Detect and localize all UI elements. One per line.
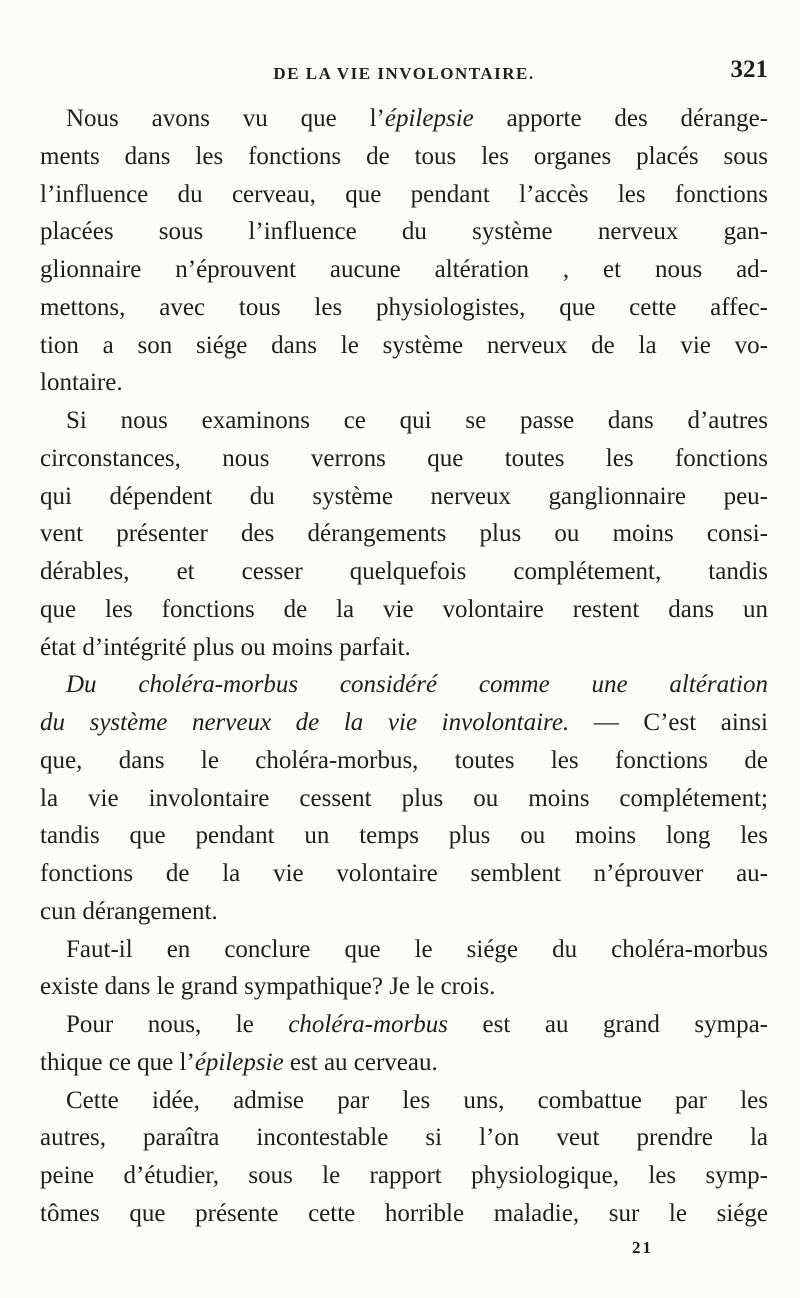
italic-text: épilepsie xyxy=(384,105,474,132)
running-head xyxy=(40,56,768,90)
text-line xyxy=(40,138,768,176)
text-run: Faut-il en conclure que le siége du choléra-morbus xyxy=(66,935,768,963)
text-run: que, dans le choléra-morbus, toutes les fonctions de xyxy=(40,746,768,774)
italic-text: choléra-morbus xyxy=(288,1011,449,1038)
text-run: mettons, avec tous les physiologistes, que cette affec- xyxy=(40,293,768,321)
text-line xyxy=(40,289,768,327)
text-line xyxy=(40,893,768,931)
paragraph xyxy=(40,1082,768,1233)
text-line xyxy=(40,666,768,704)
text-run: peine d’étudier, sous le rapport physiologique, les symp- xyxy=(40,1162,768,1189)
text-run: la vie involontaire cessent plus ou moins complétement; xyxy=(40,784,768,812)
text-run: existe dans le grand sympathique? Je le crois. xyxy=(40,973,496,1001)
text-run: autres, paraîtra incontestable si l’on veut prendre la xyxy=(40,1124,768,1152)
text-line xyxy=(40,478,768,516)
text-line xyxy=(40,364,768,402)
text-line xyxy=(40,1082,768,1120)
text-run: tandis que pendant un temps plus ou moins long les xyxy=(40,822,768,850)
text-run: Nous avons vu que l’ xyxy=(66,105,385,132)
text-line xyxy=(40,742,768,780)
paragraph xyxy=(40,931,768,1007)
text-line xyxy=(40,213,768,251)
text-line xyxy=(40,327,768,365)
text-line xyxy=(40,1006,768,1044)
text-line xyxy=(40,1157,768,1195)
text-run: vent présenter des dérangements plus ou moins consi- xyxy=(40,520,768,548)
text-run: l’influence du cerveau, que pendant l’accès les fonctions xyxy=(40,180,768,208)
text-run: dérables, et cesser quelquefois complétement, tandis xyxy=(40,558,768,585)
text-run: tômes que présente cette horrible maladie, sur le siége xyxy=(40,1199,768,1227)
text-line xyxy=(40,1119,768,1157)
text-line xyxy=(40,402,768,440)
italic-text: épilepsie xyxy=(194,1048,284,1076)
text-run: état d’intégrité plus ou moins parfait. xyxy=(40,633,411,661)
text-run: que les fonctions de la vie volontaire restent dans un xyxy=(40,595,768,623)
text-run: — C’est ainsi xyxy=(569,709,768,736)
text-run: lontaire. xyxy=(40,369,123,397)
text-run: est au grand sympa- xyxy=(448,1011,768,1038)
text-line xyxy=(40,251,768,289)
text-run: glionnaire n’éprouvent aucune altération , et nous ad- xyxy=(40,256,768,283)
text-run: Cette idée, admise par les uns, combattue par les xyxy=(66,1086,768,1114)
text-line xyxy=(40,440,768,478)
text-run: cun dérangement. xyxy=(40,897,218,925)
body-text xyxy=(40,100,768,1233)
text-line xyxy=(40,968,768,1006)
text-line xyxy=(40,931,768,969)
italic-text: du système nerveux de la vie involontaire. xyxy=(40,709,570,736)
italic-text: Du choléra-morbus considéré comme une altération xyxy=(66,671,768,699)
paragraph xyxy=(40,666,768,930)
signature-mark: 21 xyxy=(632,1238,653,1257)
text-line xyxy=(40,176,768,214)
page-number: 321 xyxy=(730,56,768,83)
text-run: Si nous examinons ce qui se passe dans d’autres xyxy=(66,407,768,434)
text-run: thique ce que l’ xyxy=(40,1048,195,1076)
text-run: Pour nous, le xyxy=(66,1011,289,1038)
text-line xyxy=(40,855,768,893)
text-line xyxy=(40,780,768,818)
text-run: apporte des dérange- xyxy=(473,105,768,132)
text-line xyxy=(40,553,768,591)
paragraph xyxy=(40,402,768,666)
text-line xyxy=(40,515,768,553)
text-line xyxy=(40,591,768,629)
text-line xyxy=(40,1044,768,1082)
text-line xyxy=(40,817,768,855)
text-line xyxy=(40,1195,768,1233)
text-line xyxy=(40,100,768,138)
text-run: placées sous l’influence du système nerveux gan- xyxy=(40,218,768,246)
text-line xyxy=(40,704,768,742)
paragraph xyxy=(40,100,768,402)
running-title: DE LA VIE INVOLONTAIRE. xyxy=(273,64,535,83)
text-run: fonctions de la vie volontaire semblent n’éprouver au- xyxy=(40,860,768,887)
text-run: circonstances, nous verrons que toutes les fonctions xyxy=(40,444,768,472)
paragraph xyxy=(40,1006,768,1082)
text-run: qui dépendent du système nerveux ganglionnaire peu- xyxy=(40,482,768,510)
text-run: tion a son siége dans le système nerveux de la vie vo- xyxy=(40,331,768,359)
text-run: est au cerveau. xyxy=(283,1048,438,1076)
text-run: ments dans les fonctions de tous les organes placés sous xyxy=(40,142,768,170)
text-line xyxy=(40,629,768,667)
